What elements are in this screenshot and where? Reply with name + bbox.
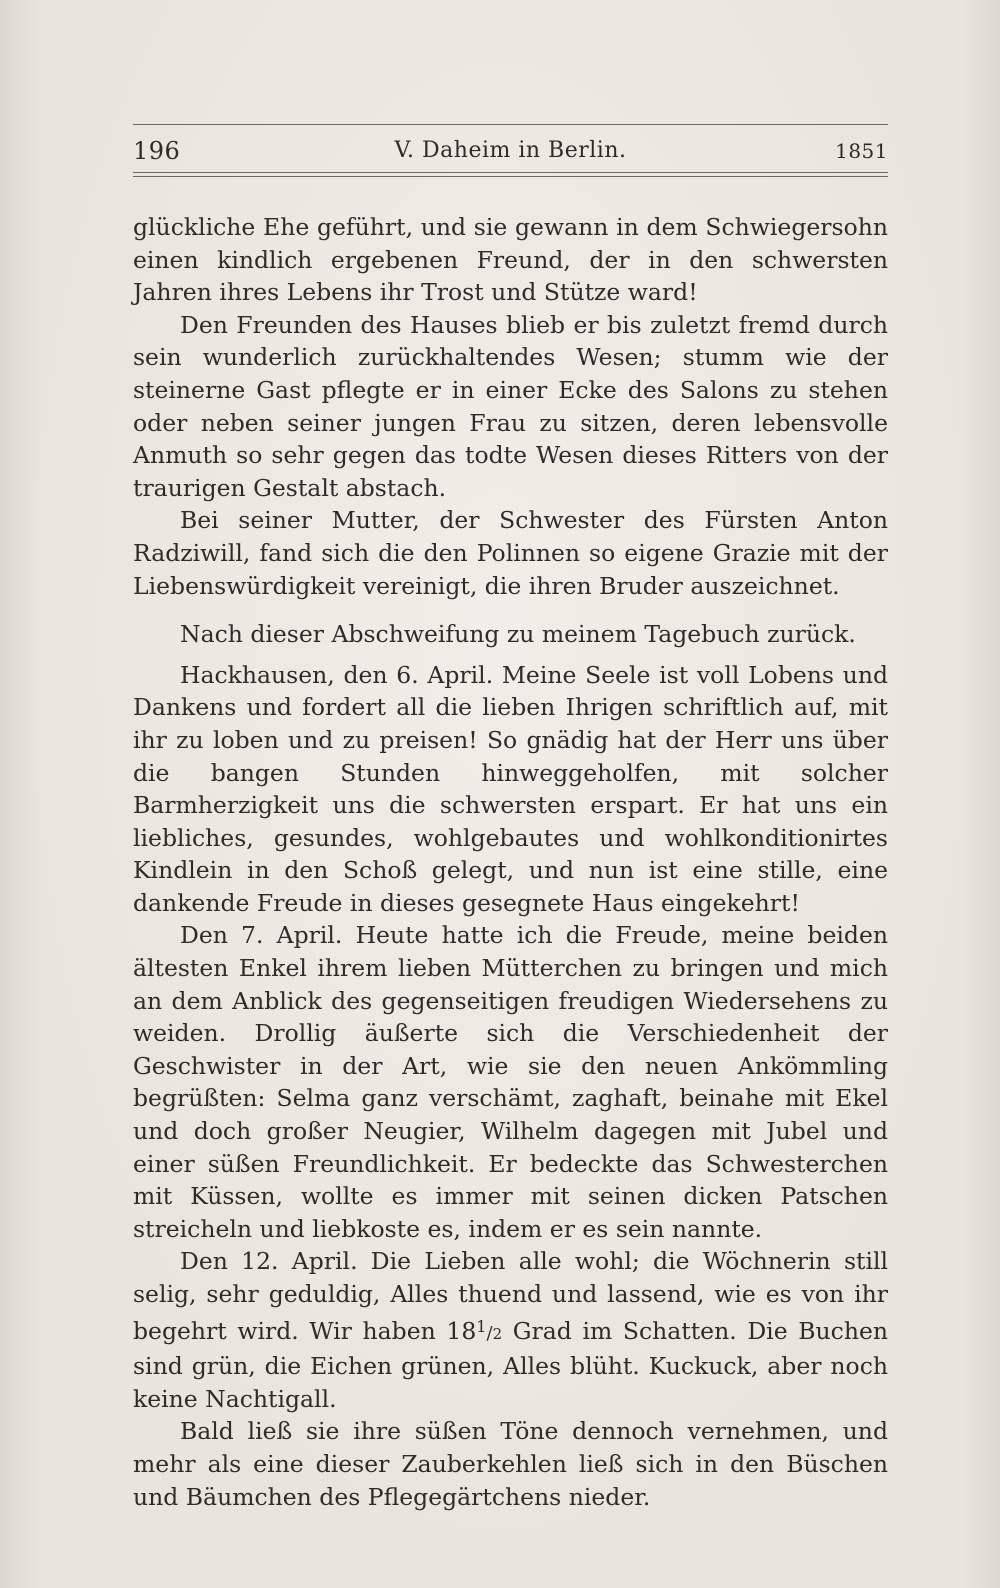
paragraph-nightingale: Bald ließ sie ihre süßen Töne dennoch vernehmen, und mehr als eine dieser Zauberkehlen ließ sich in den Büschen und Bäumchen des Pflegegärtchens nieder. — [133, 1417, 888, 1511]
section-gap-small — [133, 651, 888, 659]
diary-entry-april-6: Hackhausen, den 6. April. Meine Seele ist voll Lobens und Dankens und fordert all die lieben Ihrigen schriftlich auf, mit ihr zu loben und zu preisen! So gnädig hat der Herr uns über die bangen Stunden hinweggeholfen, mit solcher Barmherzigkeit uns die schwersten erspart. Er hat uns ein liebliches, gesundes, wohlgebautes und wohlkonditionirtes Kindlein in den Schoß gelegt, und nun ist eine stille, eine dankende Freude in dieses gesegnete Haus eingekehrt! — [133, 660, 888, 917]
header-year: 1851 — [835, 139, 888, 163]
header-double-rule — [133, 172, 888, 177]
paragraph-son-in-law: Den Freunden des Hauses blieb er bis zuletzt fremd durch sein wunderlich zurückhaltendes Wesen; stumm wie der steinerne Gast pflegte er in einer Ecke des Salons zu stehen oder neben seiner jungen Frau zu sitzen, deren lebensvolle Anmuth so sehr gegen das todte Wesen dieses Ritters von der traurigen Gestalt abstach. — [133, 310, 888, 502]
fraction-numerator: 1 — [476, 1316, 487, 1336]
page-number: 196 — [133, 137, 181, 165]
running-header — [133, 136, 888, 166]
entry-text-end: Grad im Schatten. Die Buchen sind grün, die Eichen grünen, Alles blüht. Kuckuck, aber noch keine Nachtigall. — [133, 1316, 888, 1413]
entry-text-start: Den 12. April. Die Lieben alle wohl; die Wöchnerin still selig, sehr geduldig, Alles thuend und lassend, wie es von ihr begehrt wird. Wir haben 18 — [133, 1247, 888, 1345]
fraction-denominator: 2 — [492, 1324, 503, 1343]
section-gap — [133, 602, 888, 618]
running-title: V. Daheim in Berlin. — [394, 138, 627, 163]
diary-entry-april-7: Den 7. April. Heute hatte ich die Freude, meine beiden ältesten Enkel ihrem lieben Mütterchen zu bringen und mich an dem Anblick des gegenseitigen freudigen Wiedersehens zu weiden. Drollig äußerte sich die Verschiedenheit der Geschwister in der Art, wie sie den neuen Ankömmling begrüßten: Selma ganz verschämt, zaghaft, beinahe mit Ekel und doch großer Neugier, Wilhelm dagegen mit Jubel und einer süßen Freundlichkeit. Er bedeckte das Schwesterchen mit Küssen, wollte es immer mit seinen dicken Patschen streicheln und liebkoste es, indem er es sein nannte. — [133, 921, 888, 1243]
header-top-rule — [133, 124, 888, 125]
paragraph-return-to-diary: Nach dieser Abschweifung zu meinem Tagebuch zurück. — [180, 620, 856, 649]
body-text — [133, 211, 888, 1513]
diary-entry-april-12 — [133, 1245, 888, 1415]
paragraph-continued: glückliche Ehe geführt, und sie gewann in dem Schwiegersohn einen kindlich ergebenen Freund, der in den schwersten Jahren ihres Lebens ihr Trost und Stütze ward! — [133, 213, 888, 307]
paragraph-mother: Bei seiner Mutter, der Schwester des Fürsten Anton Radziwill, fand sich die den Polinnen so eigene Grazie mit der Liebenswürdigkeit vereinigt, die ihren Bruder auszeichnet. — [133, 506, 888, 600]
fraction-slash: / — [486, 1322, 493, 1344]
